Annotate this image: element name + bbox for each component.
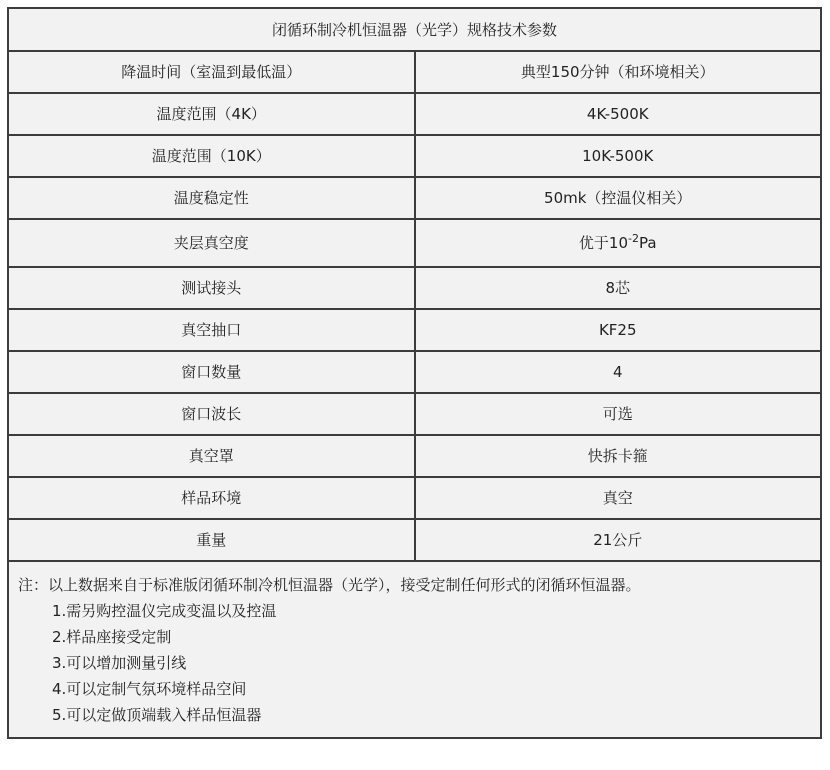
table-row: [8, 435, 821, 477]
spec-table: [7, 7, 822, 739]
notes-intro: 注：以上数据来自于标准版闭循环制冷机恒温器（光学），接受定制任何形式的闭循环恒温器。: [18, 576, 641, 594]
spec-value: 典型150分钟（和环境相关）: [415, 51, 822, 93]
table-row: [8, 351, 821, 393]
spec-value-exponent: -2: [628, 232, 639, 245]
spec-value: 4: [415, 351, 822, 393]
spec-label: 窗口波长: [8, 393, 415, 435]
spec-value-prefix: 优于10: [578, 234, 629, 252]
spec-label: 夹层真空度: [8, 219, 415, 267]
notes-row: [8, 561, 821, 738]
table-row: [8, 51, 821, 93]
spec-label: 样品环境: [8, 477, 415, 519]
spec-value: [415, 219, 822, 267]
spec-label: 重量: [8, 519, 415, 561]
notes-cell: [8, 561, 821, 738]
table-row: [8, 177, 821, 219]
note-item: 4.可以定制气氛环境样品空间: [52, 680, 247, 698]
spec-label: 窗口数量: [8, 351, 415, 393]
spec-value-suffix: Pa: [638, 234, 657, 252]
table-row: [8, 519, 821, 561]
note-item: 5.可以定做顶端载入样品恒温器: [52, 706, 262, 724]
spec-value: 可选: [415, 393, 822, 435]
table-row: [8, 477, 821, 519]
spec-value: 10K-500K: [415, 135, 822, 177]
table-title-row: [8, 8, 821, 51]
spec-label: 真空抽口: [8, 309, 415, 351]
spec-value: 21公斤: [415, 519, 822, 561]
table-row: [8, 219, 821, 267]
spec-value: 真空: [415, 477, 822, 519]
spec-label: 降温时间（室温到最低温）: [8, 51, 415, 93]
spec-label: 温度范围（10K）: [8, 135, 415, 177]
spec-value: 4K-500K: [415, 93, 822, 135]
table-row: [8, 309, 821, 351]
spec-label: 测试接头: [8, 267, 415, 309]
spec-value: 快拆卡箍: [415, 435, 822, 477]
spec-label: 温度稳定性: [8, 177, 415, 219]
note-item: 2.样品座接受定制: [52, 628, 172, 646]
spec-value: 8芯: [415, 267, 822, 309]
table-row: [8, 93, 821, 135]
table-title: 闭循环制冷机恒温器（光学）规格技术参数: [8, 8, 821, 51]
spec-label: 真空罩: [8, 435, 415, 477]
spec-label: 温度范围（4K）: [8, 93, 415, 135]
table-row: [8, 393, 821, 435]
table-row: [8, 135, 821, 177]
note-item: 3.可以增加测量引线: [52, 654, 187, 672]
spec-value: KF25: [415, 309, 822, 351]
note-item: 1.需另购控温仪完成变温以及控温: [52, 602, 277, 620]
spec-value: 50mk（控温仪相关）: [415, 177, 822, 219]
table-row: [8, 267, 821, 309]
